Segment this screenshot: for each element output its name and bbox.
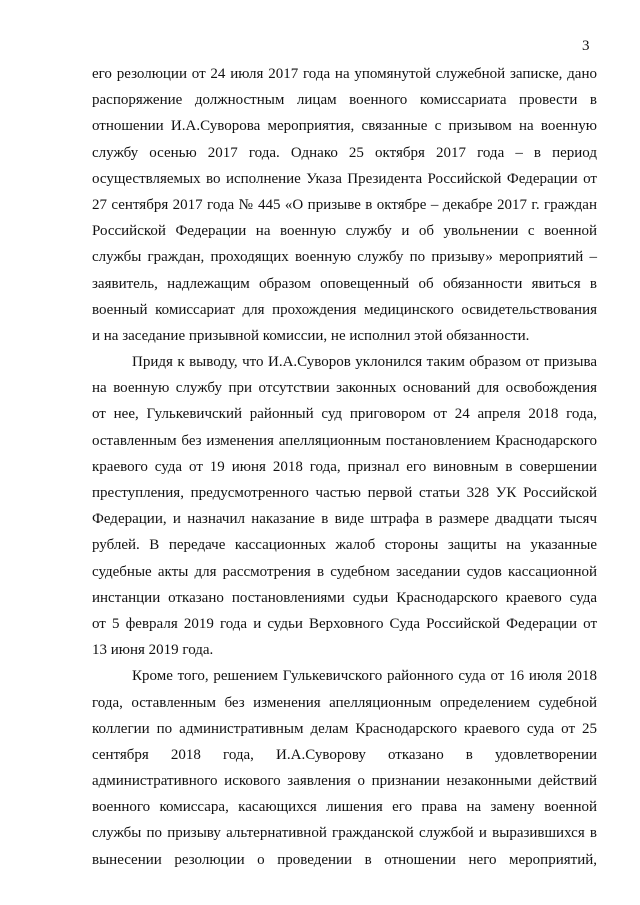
text-line: и на заседание призывной комиссии, не исполнил этой обязанности. — [92, 327, 530, 344]
text-line: от 5 февраля 2019 года и судьи Верховного Суда Российской Федерации от — [92, 615, 597, 632]
page-number: 3 — [582, 38, 590, 54]
text-line: заявитель, надлежащим образом оповещенный об обязанности явиться в — [92, 275, 597, 292]
text-line: от нее, Гулькевичский районный суд приговором от 24 апреля 2018 года, — [92, 406, 597, 423]
text-line: осуществляемых во исполнение Указа Президента Российской Федерации от — [92, 170, 597, 187]
text-line: службы по призыву альтернативной гражданской службой и выразившихся в — [92, 825, 597, 842]
text-line: службы граждан, проходящих военную службу по призыву» мероприятий – — [92, 249, 597, 266]
paragraph-3 — [92, 663, 597, 873]
text-line: судебные акты для рассмотрения в судебном заседании судов кассационной — [92, 563, 597, 580]
paragraph-2 — [92, 349, 597, 663]
text-line: административного искового заявления о признании незаконными действий — [92, 773, 597, 790]
text-line: краевого суда от 19 июня 2018 года, признал его виновным в совершении — [92, 458, 597, 475]
text-line: Российской Федерации на военную службу и об увольнении с военной — [92, 223, 597, 240]
text-line: оставленным без изменения апелляционным постановлением Краснодарского — [92, 432, 597, 449]
document-body — [92, 61, 597, 873]
text-line: распоряжение должностным лицам военного комиссариата провести в — [92, 92, 597, 109]
text-line: инстанции отказано постановлениями судьи Краснодарского краевого суда — [92, 589, 597, 606]
text-line: вынесении резолюции о проведении в отношении него мероприятий, — [92, 851, 597, 868]
text-line: на военную службу при отсутствии законных оснований для освобождения — [92, 380, 597, 397]
text-line: его резолюции от 24 июля 2017 года на упомянутой служебной записке, дано — [92, 66, 597, 82]
text-line: Федерации, и назначил наказание в виде штрафа в размере двадцати тысяч — [92, 511, 597, 528]
text-line: службу осенью 2017 года. Однако 25 октября 2017 года – в период — [92, 144, 597, 161]
text-line: Кроме того, решением Гулькевичского районного суда от 16 июля 2018 — [132, 668, 597, 685]
text-line: военный комиссариат для прохождения медицинского освидетельствования — [92, 301, 597, 318]
text-line: отношении И.А.Суворова мероприятия, связанные с призывом на военную — [92, 118, 597, 135]
text-line: 27 сентября 2017 года № 445 «О призыве в октябре – декабре 2017 г. граждан — [92, 196, 597, 213]
text-line: рублей. В передаче кассационных жалоб стороны защиты на указанные — [92, 537, 597, 554]
text-line: военного комиссара, касающихся лишения его права на замену военной — [92, 799, 597, 816]
text-line: коллегии по административным делам Краснодарского краевого суда от 25 — [92, 720, 597, 737]
text-line: сентября 2018 года, И.А.Суворову отказано в удовлетворении — [92, 746, 597, 763]
paragraph-1 — [92, 61, 597, 349]
text-line: года, оставленным без изменения апелляционным определением судебной — [92, 694, 597, 711]
text-line: 13 июня 2019 года. — [92, 642, 214, 659]
text-line: Придя к выводу, что И.А.Суворов уклонился таким образом от призыва — [132, 354, 597, 371]
text-line: преступления, предусмотренного частью первой статьи 328 УК Российской — [92, 485, 597, 501]
